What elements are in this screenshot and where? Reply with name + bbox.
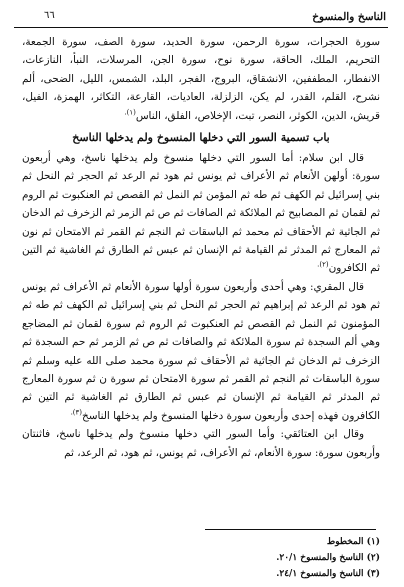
paragraph-surah-list: سورة الحجرات، سورة الرحمن، سورة الحديد، سورة الصف، سورة الجمعة، التحريم، الملك، الحاقة، سورة نوح، سورة الجن، المرسلات، النبأ، النازعات، الانفطار، المطففين، الانشقاق، البروج، الفجر، البلد، الشمس، الليل، الضحى، ألم نشرح، القلم، القدر، لم يكن، الزلزلة، العاديات، القارعة، التكاثر، الهمزة، الفيل، قريش، الدين، الكوثر، النصر، تبت، الإخلاص، الفلق، الناس$^{(١).}$ (22, 36, 380, 122)
footnote-2: (٢) الناسخ والمنسوخ ٢٠/١. (276, 553, 380, 563)
paragraph-ibn-al-ataiqi: وقال ابن العتائقي: وأما السور التي دخلها منسوخ ولم يدخلها ناسخ، فاثنتان وأربعون سورة: سورة الأنعام، ثم الأعراف، ثم يونس، ثم هود، ثم الرعد، ثم (22, 428, 380, 459)
header-rule (14, 27, 388, 28)
paragraph-al-muqri: قال المقري: وهي أحدى وأربعون سورة أولها سورة الأنعام ثم الأعراف ثم يونس ثم هود ثم الرعد ثم إبراهيم ثم الحجر ثم النحل ثم بني إسرائيل ثم الكهف ثم طه ثم المؤمنون ثم النمل ثم القصص ثم العنكبوت ثم الروم ثم سورة لقمان ثم المضاجع وهي ألم السجدة ثم سورة الملائكة ثم والصافات ثم ص ثم الزمر ثم حم السجدة ثم الزخرف ثم الدخان ثم الجاثية ثم الأحقاف ثم سورة محمد صلى الله عليه وسلم ثم سورة الباسقات ثم النجم ثم القمر ثم سورة الامتحان ثم سورة ن ثم سورة المعارج ثم المدثر ثم القيامة ثم الإنسان ثم عبس ثم الطارق ثم الغاشية ثم التين ثم الكافرون فهذه إحدى وأربعون سورة دخلها المنسوخ ولم يدخلها الناسخ$^{(٣).}$ (22, 280, 380, 422)
paragraph-ibn-salam: قال ابن سلام: أما السور التي دخلها منسوخ ولم يدخلها ناسخ، وهي أربعون سورة: أولهن الأنعام ثم الأعراف ثم يونس ثم هود ثم الرعد ثم الحجر ثم النحل ثم بني إسرائيل ثم الكهف ثم طه ثم المؤمن ثم النمل ثم القصص ثم العنكبوت ثم الروم ثم لقمان ثم المصابيح ثم الملائكة ثم الصافات ثم ص ثم الزمر ثم الزخرف ثم الدخان ثم الجاثية ثم الأحقاف ثم محمد ثم الباسقات ثم النجم ثم القمر ثم الامتحان ثم نون ثم المعارج ثم المدثر ثم القيامة ثم الإنسان ثم عبس ثم الطارق ثم الغاشية ثم التين ثم الكافرون$^{(٢).}$ (22, 152, 380, 275)
footnote-ref-2: (٢). (317, 261, 329, 269)
footnotes (22, 534, 380, 582)
footnote-ref-1: (١). (124, 108, 136, 117)
footnote-1: (١) المخطوط (326, 537, 380, 547)
footnote-ref-3: (٣). (70, 408, 83, 417)
running-header (14, 6, 388, 26)
header-title: الناسخ والمنسوخ (312, 11, 386, 23)
section-heading: باب تسمية السور التي دخلها المنسوخ ولم يدخلها الناسخ (72, 131, 330, 145)
footnote-separator (205, 529, 376, 530)
page-number: ٦٦ (44, 10, 55, 21)
main-text (22, 33, 380, 462)
footnote-3: (٣) الناسخ والمنسوخ ٢٤/١. (276, 569, 380, 579)
